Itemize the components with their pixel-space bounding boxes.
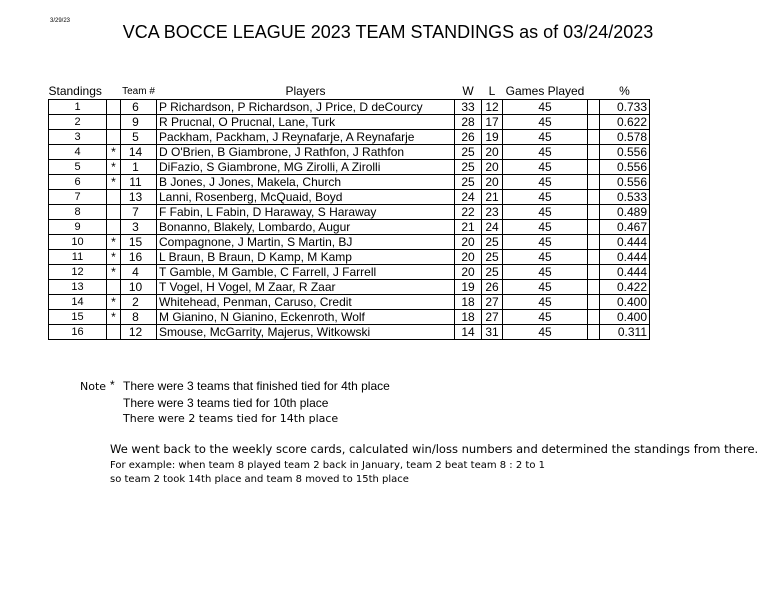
date-stamp: 3/29/23 (50, 18, 71, 24)
games-played-cell: 45 (503, 160, 588, 175)
wins-cell: 28 (455, 115, 482, 130)
team-number-cell: 15 (121, 235, 157, 250)
rank-cell: 1 (49, 100, 107, 115)
rank-cell: 13 (49, 280, 107, 295)
losses-cell: 25 (482, 235, 503, 250)
example-line-2: so team 2 took 14th place and team 8 moved to 15th place (110, 474, 409, 485)
rank-cell: 16 (49, 325, 107, 340)
note-line-1: There were 3 teams that finished tied for 4th place (123, 379, 390, 393)
tie-marker (107, 325, 121, 340)
team-number-cell: 11 (121, 175, 157, 190)
rank-cell: 2 (49, 115, 107, 130)
team-number-cell: 2 (121, 295, 157, 310)
pct-cell: 0.444 (600, 265, 650, 280)
standings-body (49, 100, 650, 340)
col-header-l: L (488, 84, 496, 98)
games-played-cell: 45 (503, 325, 588, 340)
spacer-cell (588, 265, 600, 280)
tie-marker: * (107, 295, 121, 310)
players-cell: Smouse, McGarrity, Majerus, Witkowski (157, 325, 455, 340)
players-cell: Lanni, Rosenberg, McQuaid, Boyd (157, 190, 455, 205)
rank-cell: 7 (49, 190, 107, 205)
col-header-pct: % (619, 84, 630, 98)
spacer-cell (588, 190, 600, 205)
pct-cell: 0.556 (600, 145, 650, 160)
table-row (49, 160, 650, 175)
rank-cell: 11 (49, 250, 107, 265)
wins-cell: 26 (455, 130, 482, 145)
pct-cell: 0.422 (600, 280, 650, 295)
rank-cell: 12 (49, 265, 107, 280)
col-header-tie-spacer (107, 84, 121, 100)
games-played-cell: 45 (503, 145, 588, 160)
team-number-cell: 13 (121, 190, 157, 205)
games-played-cell: 45 (503, 130, 588, 145)
wins-cell: 21 (455, 220, 482, 235)
rank-cell: 15 (49, 310, 107, 325)
games-played-cell: 45 (503, 100, 588, 115)
page-title: VCA BOCCE LEAGUE 2023 TEAM STANDINGS as of 03/24/2023 (122, 22, 654, 42)
rank-cell: 8 (49, 205, 107, 220)
spacer-cell (588, 205, 600, 220)
games-played-cell: 45 (503, 310, 588, 325)
rank-cell: 3 (49, 130, 107, 145)
players-cell: D O'Brien, B Giambrone, J Rathfon, J Rathfon (157, 145, 455, 160)
players-cell: R Prucnal, O Prucnal, Lane, Turk (157, 115, 455, 130)
col-header-w: W (462, 84, 474, 98)
spacer-cell (588, 310, 600, 325)
spacer-cell (588, 115, 600, 130)
wins-cell: 19 (455, 280, 482, 295)
tie-marker: * (107, 250, 121, 265)
tie-marker (107, 115, 121, 130)
players-cell: P Richardson, P Richardson, J Price, D deCourcy (157, 100, 455, 115)
table-row (49, 280, 650, 295)
games-played-cell: 45 (503, 265, 588, 280)
pct-cell: 0.489 (600, 205, 650, 220)
explanation-text: We went back to the weekly score cards, calculated win/loss numbers and determined the standings from there. (110, 442, 759, 456)
tie-marker: * (107, 175, 121, 190)
table-header-row (49, 84, 650, 100)
table-row (49, 250, 650, 265)
players-cell: Whitehead, Penman, Caruso, Credit (157, 295, 455, 310)
tie-marker: * (107, 145, 121, 160)
spacer-cell (588, 280, 600, 295)
spacer-cell (588, 295, 600, 310)
wins-cell: 25 (455, 160, 482, 175)
table-row (49, 325, 650, 340)
rank-cell: 10 (49, 235, 107, 250)
team-number-cell: 4 (121, 265, 157, 280)
games-played-cell: 45 (503, 250, 588, 265)
wins-cell: 22 (455, 205, 482, 220)
losses-cell: 27 (482, 295, 503, 310)
wins-cell: 14 (455, 325, 482, 340)
table-row (49, 265, 650, 280)
pct-cell: 0.311 (600, 325, 650, 340)
rank-cell: 6 (49, 175, 107, 190)
table-row (49, 205, 650, 220)
losses-cell: 19 (482, 130, 503, 145)
rank-cell: 5 (49, 160, 107, 175)
rank-cell: 9 (49, 220, 107, 235)
team-number-cell: 16 (121, 250, 157, 265)
table-row (49, 220, 650, 235)
spacer-cell (588, 100, 600, 115)
table-row (49, 100, 650, 115)
losses-cell: 27 (482, 310, 503, 325)
table-row (49, 145, 650, 160)
pct-cell: 0.622 (600, 115, 650, 130)
pct-cell: 0.444 (600, 250, 650, 265)
losses-cell: 25 (482, 250, 503, 265)
losses-cell: 24 (482, 220, 503, 235)
team-number-cell: 10 (121, 280, 157, 295)
wins-cell: 20 (455, 235, 482, 250)
note-line-2: There were 3 teams tied for 10th place (123, 396, 329, 410)
losses-cell: 23 (482, 205, 503, 220)
table-row (49, 310, 650, 325)
games-played-cell: 45 (503, 205, 588, 220)
team-number-cell: 14 (121, 145, 157, 160)
losses-cell: 12 (482, 100, 503, 115)
pct-cell: 0.556 (600, 160, 650, 175)
players-cell: L Braun, B Braun, D Kamp, M Kamp (157, 250, 455, 265)
table-row (49, 130, 650, 145)
players-cell: M Gianino, N Gianino, Eckenroth, Wolf (157, 310, 455, 325)
tie-marker: * (107, 235, 121, 250)
col-header-spacer (588, 84, 600, 100)
table-row (49, 295, 650, 310)
pct-cell: 0.556 (600, 175, 650, 190)
players-cell: F Fabin, L Fabin, D Haraway, S Haraway (157, 205, 455, 220)
col-header-games-played: Games Played (505, 84, 585, 98)
players-cell: T Gamble, M Gamble, C Farrell, J Farrell (157, 265, 455, 280)
games-played-cell: 45 (503, 295, 588, 310)
losses-cell: 20 (482, 160, 503, 175)
games-played-cell: 45 (503, 115, 588, 130)
team-number-cell: 6 (121, 100, 157, 115)
players-cell: DiFazio, S Giambrone, MG Zirolli, A Zirolli (157, 160, 455, 175)
team-number-cell: 12 (121, 325, 157, 340)
tie-marker (107, 280, 121, 295)
col-header-players: Players (285, 84, 326, 98)
note-label: Note (80, 380, 107, 393)
table-row (49, 235, 650, 250)
spacer-cell (588, 145, 600, 160)
losses-cell: 17 (482, 115, 503, 130)
tie-marker (107, 130, 121, 145)
games-played-cell: 45 (503, 175, 588, 190)
col-header-standings: Standings (48, 84, 102, 98)
team-number-cell: 5 (121, 130, 157, 145)
tie-marker (107, 220, 121, 235)
wins-cell: 18 (455, 310, 482, 325)
team-number-cell: 9 (121, 115, 157, 130)
spacer-cell (588, 130, 600, 145)
table-row (49, 115, 650, 130)
wins-cell: 25 (455, 145, 482, 160)
col-header-team: Team # (122, 86, 155, 97)
note-star: * (110, 378, 115, 392)
rank-cell: 14 (49, 295, 107, 310)
pct-cell: 0.533 (600, 190, 650, 205)
games-played-cell: 45 (503, 235, 588, 250)
team-number-cell: 8 (121, 310, 157, 325)
tie-marker: * (107, 265, 121, 280)
rank-cell: 4 (49, 145, 107, 160)
pct-cell: 0.400 (600, 310, 650, 325)
pct-cell: 0.444 (600, 235, 650, 250)
pct-cell: 0.400 (600, 295, 650, 310)
losses-cell: 26 (482, 280, 503, 295)
table-row (49, 175, 650, 190)
spacer-cell (588, 175, 600, 190)
wins-cell: 25 (455, 175, 482, 190)
players-cell: Compagnone, J Martin, S Martin, BJ (157, 235, 455, 250)
team-number-cell: 7 (121, 205, 157, 220)
players-cell: Bonanno, Blakely, Lombardo, Augur (157, 220, 455, 235)
example-line-1: For example: when team 8 played team 2 back in January, team 2 beat team 8 : 2 to 1 (110, 460, 545, 471)
spacer-cell (588, 160, 600, 175)
wins-cell: 24 (455, 190, 482, 205)
wins-cell: 20 (455, 250, 482, 265)
players-cell: T Vogel, H Vogel, M Zaar, R Zaar (157, 280, 455, 295)
losses-cell: 21 (482, 190, 503, 205)
spacer-cell (588, 235, 600, 250)
tie-marker: * (107, 310, 121, 325)
wins-cell: 20 (455, 265, 482, 280)
games-played-cell: 45 (503, 280, 588, 295)
tie-marker: * (107, 160, 121, 175)
games-played-cell: 45 (503, 190, 588, 205)
team-number-cell: 3 (121, 220, 157, 235)
tie-marker (107, 100, 121, 115)
losses-cell: 20 (482, 145, 503, 160)
note-line-3: There were 2 teams tied for 14th place (123, 412, 339, 425)
pct-cell: 0.578 (600, 130, 650, 145)
losses-cell: 25 (482, 265, 503, 280)
losses-cell: 31 (482, 325, 503, 340)
tie-marker (107, 190, 121, 205)
pct-cell: 0.467 (600, 220, 650, 235)
wins-cell: 18 (455, 295, 482, 310)
team-number-cell: 1 (121, 160, 157, 175)
spacer-cell (588, 250, 600, 265)
table-row (49, 190, 650, 205)
players-cell: Packham, Packham, J Reynafarje, A Reynafarje (157, 130, 455, 145)
wins-cell: 33 (455, 100, 482, 115)
games-played-cell: 45 (503, 220, 588, 235)
spacer-cell (588, 220, 600, 235)
players-cell: B Jones, J Jones, Makela, Church (157, 175, 455, 190)
spacer-cell (588, 325, 600, 340)
tie-marker (107, 205, 121, 220)
pct-cell: 0.733 (600, 100, 650, 115)
losses-cell: 20 (482, 175, 503, 190)
standings-table (48, 84, 650, 340)
